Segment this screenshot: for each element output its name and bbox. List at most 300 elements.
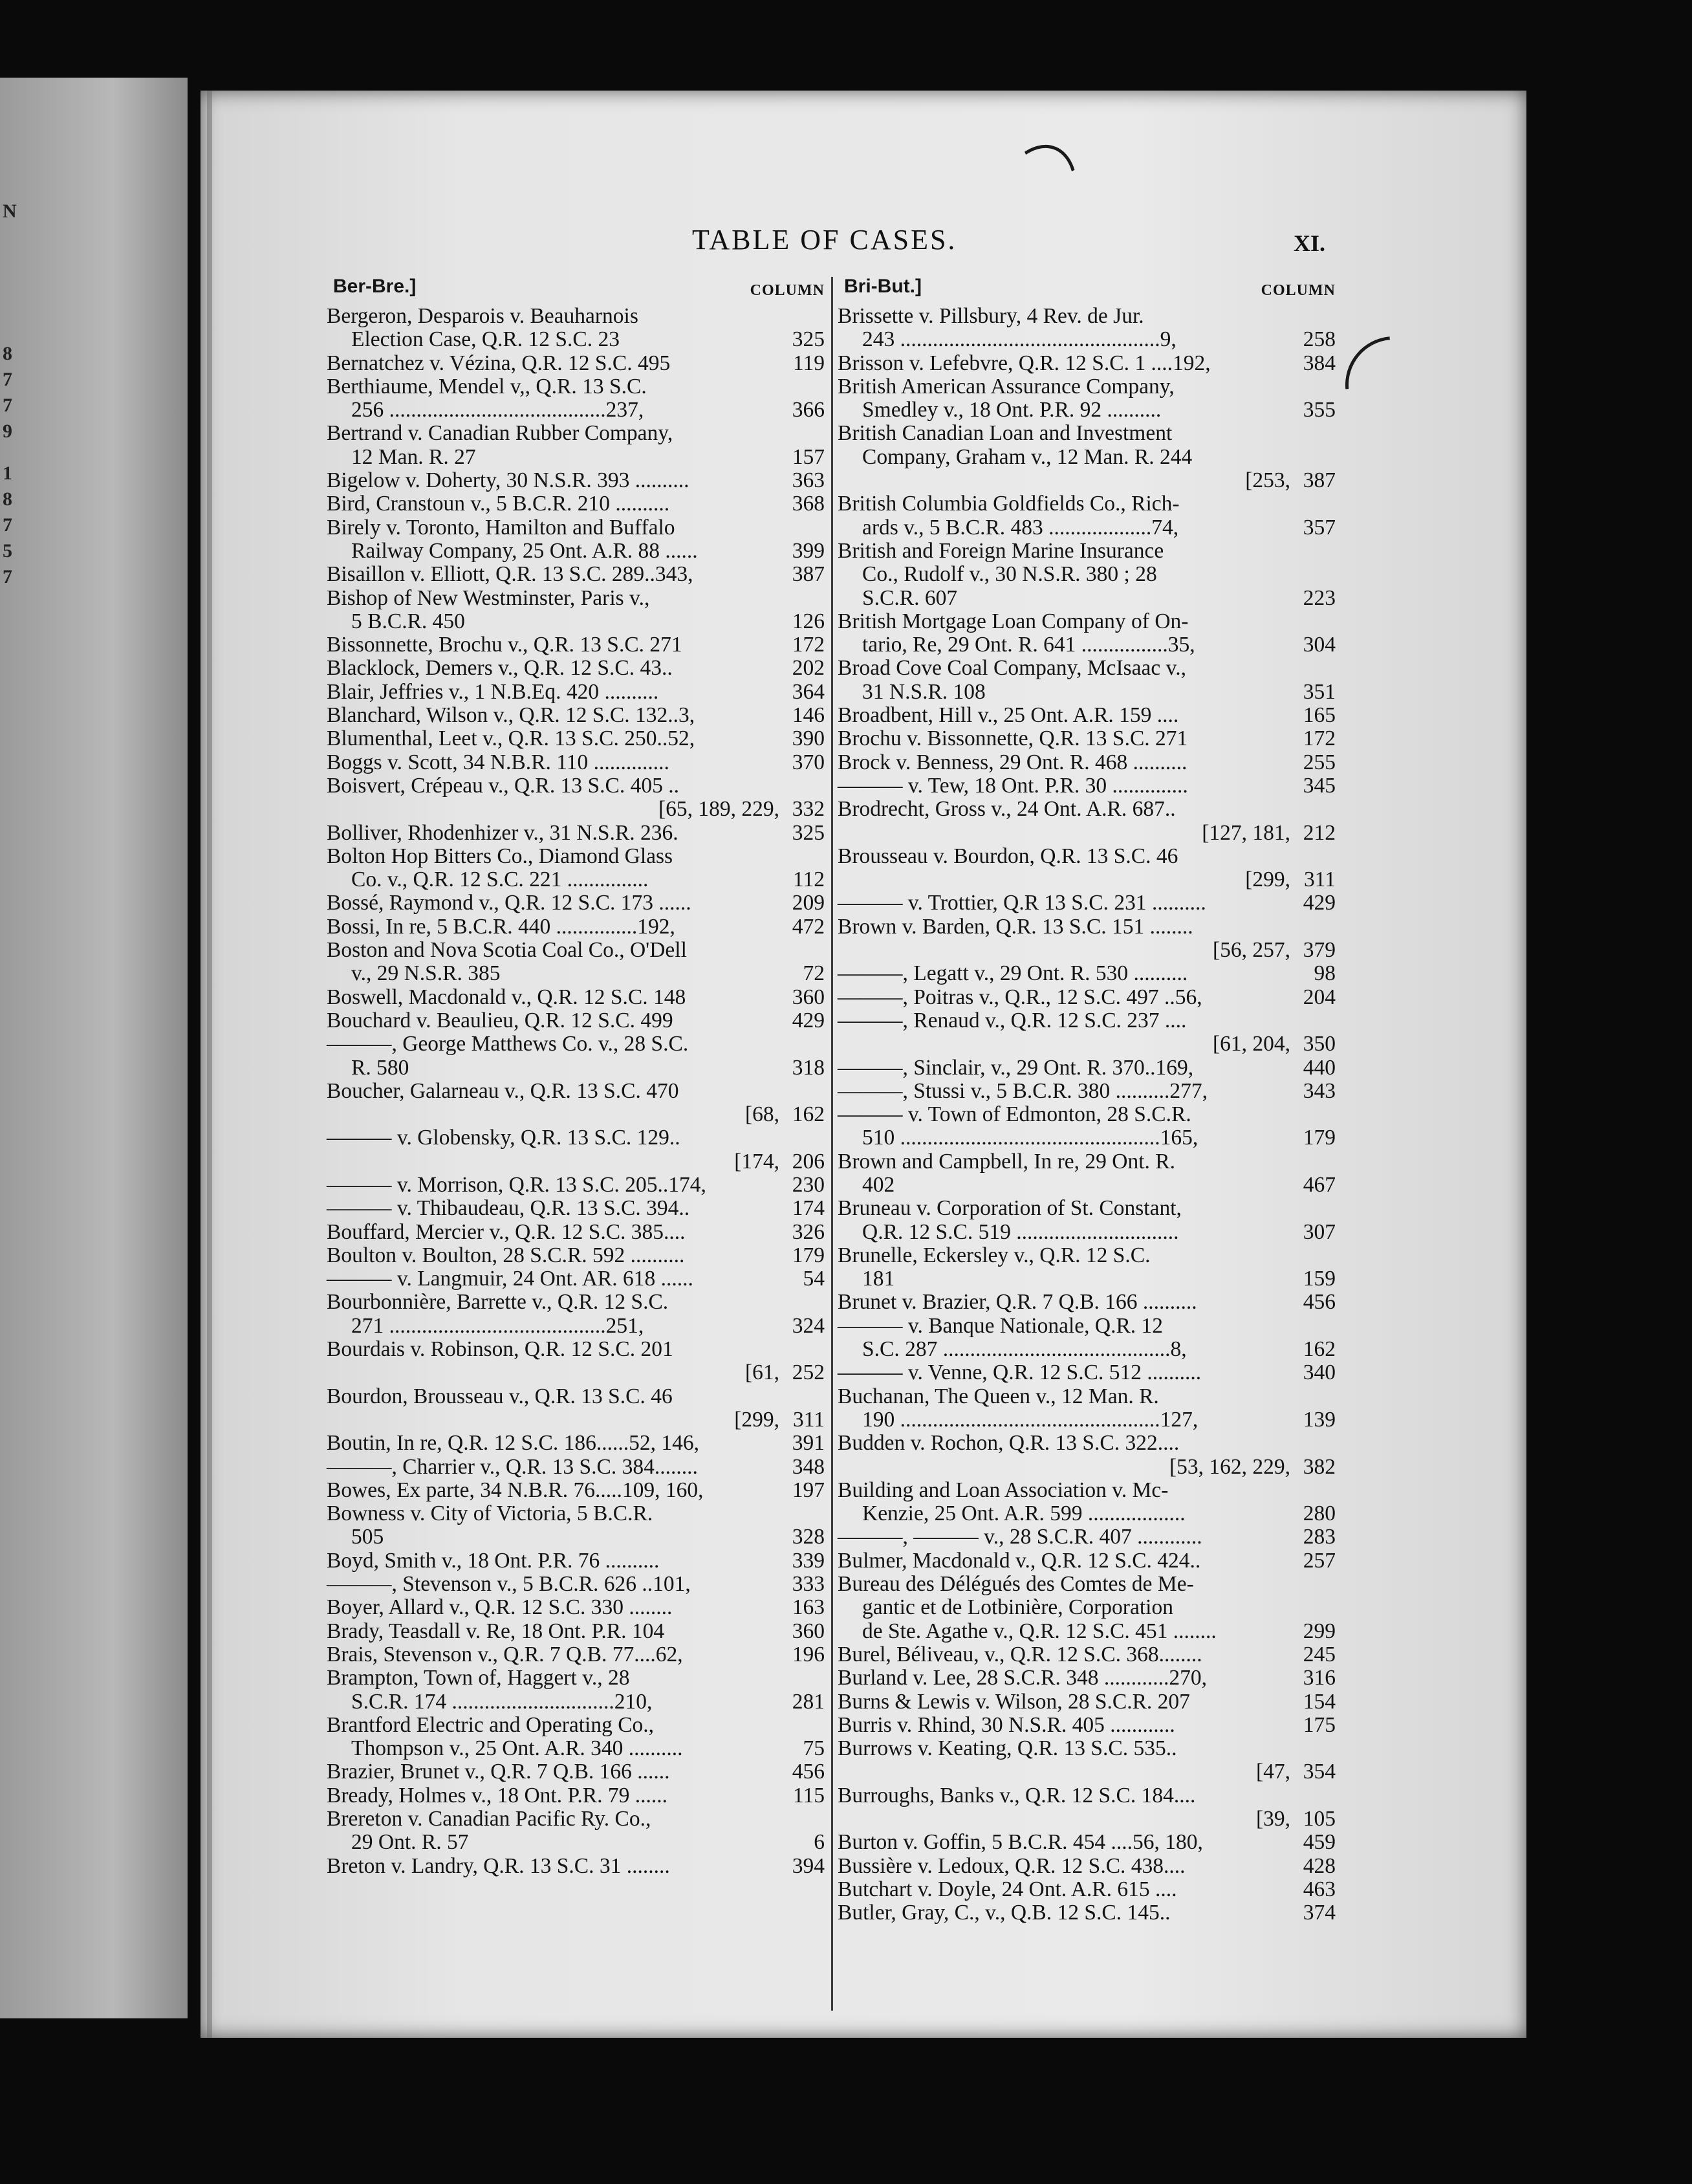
index-entry-line — [327, 986, 825, 1009]
column-number: 126 — [792, 609, 825, 633]
index-entry-line — [327, 1643, 825, 1666]
index-entry-line — [327, 798, 825, 821]
column-number: 428 — [1303, 1853, 1336, 1878]
index-entry-line — [838, 1479, 1336, 1502]
entry-text: [253, — [1245, 468, 1290, 493]
index-entry-line — [838, 422, 1336, 445]
column-number: 281 — [792, 1689, 825, 1714]
index-entry-line — [327, 774, 825, 798]
entry-text: ——— v. Trottier, Q.R 13 S.C. 231 .......... — [838, 891, 1206, 915]
column-number: 366 — [792, 398, 825, 422]
index-entry-line — [838, 492, 1336, 516]
index-entry-line — [838, 1150, 1336, 1174]
entry-text: Bigelow v. Doherty, 30 N.S.R. 393 .......... — [327, 468, 689, 493]
index-entry-line — [327, 1549, 825, 1573]
index-entry-line — [327, 1737, 825, 1760]
margin-fragment: 7 — [3, 395, 12, 416]
column-number: 162 — [1303, 1337, 1336, 1362]
entry-text: ———, Stussi v., 5 B.C.R. 380 ..........277, — [838, 1078, 1208, 1103]
entry-text: ———, Stevenson v., 5 B.C.R. 626 ..101, — [327, 1572, 691, 1597]
entry-text: Bready, Holmes v., 18 Ont. P.R. 79 ...... — [327, 1783, 667, 1807]
index-entry-line — [327, 1714, 825, 1737]
column-number: 72 — [803, 961, 825, 986]
column-number: 340 — [1303, 1360, 1336, 1385]
index-entry-line — [838, 1855, 1336, 1878]
index-entry-line — [838, 681, 1336, 704]
entry-text: Smedley v., 18 Ont. P.R. 92 .......... — [862, 398, 1162, 422]
right-range-label: Bri-But.] — [844, 276, 922, 297]
entry-text: Blanchard, Wilson v., Q.R. 12 S.C. 132..3, — [327, 703, 695, 728]
index-entry-line — [838, 1432, 1336, 1455]
column-number: 299 — [1303, 1619, 1336, 1643]
column-number: 311 — [1303, 868, 1336, 892]
gutter-shadow — [207, 91, 212, 2038]
column-number: 459 — [1303, 1830, 1336, 1855]
margin-fragment: 7 — [3, 369, 12, 390]
margin-fragment: 7 — [3, 514, 12, 536]
entry-text: Election Case, Q.R. 12 S.C. 23 — [351, 327, 620, 352]
entry-text: gantic et de Lotbinière, Corporation — [862, 1595, 1173, 1620]
index-entry-line — [327, 751, 825, 774]
entry-text: British Columbia Goldfields Co., Rich- — [838, 492, 1180, 516]
entry-text: ——— v. Morrison, Q.R. 13 S.C. 205..174, — [327, 1172, 706, 1197]
entry-text: [61, 204, — [1212, 1032, 1290, 1056]
index-entry-line — [838, 1267, 1336, 1291]
index-entry-line — [327, 704, 825, 727]
entry-text: Buchanan, The Queen v., 12 Man. R. — [838, 1384, 1159, 1408]
index-entry-line — [838, 1315, 1336, 1338]
column-number: 354 — [1303, 1760, 1336, 1784]
entry-text: Bertrand v. Canadian Rubber Company, — [327, 421, 673, 446]
margin-fragment: N — [3, 201, 17, 222]
column-number: 196 — [792, 1642, 825, 1666]
entry-text: Co. v., Q.R. 12 S.C. 221 ............... — [351, 868, 649, 892]
entry-text: 243 ................................................9, — [862, 327, 1177, 352]
index-entry-line — [838, 1197, 1336, 1220]
column-number: 379 — [1303, 938, 1336, 963]
index-entry-line — [838, 1549, 1336, 1573]
index-entry-line — [327, 516, 825, 540]
index-entry-line — [327, 328, 825, 351]
entry-text: Bowes, Ex parte, 34 N.B.R. 76.....109, 160, — [327, 1478, 704, 1502]
entry-text: ———, Sinclair, v., 29 Ont. R. 370..169, — [838, 1055, 1194, 1080]
index-entry-line — [327, 633, 825, 657]
index-entry-line — [838, 1690, 1336, 1714]
entry-text: Brais, Stevenson v., Q.R. 7 Q.B. 77....62, — [327, 1642, 683, 1666]
index-entry-line — [327, 868, 825, 891]
index-entry-line — [327, 891, 825, 915]
left-column-header — [327, 275, 825, 305]
entry-text: Brampton, Town of, Haggert v., 28 — [327, 1666, 630, 1690]
column-divider — [831, 277, 833, 2011]
entry-text: Bossé, Raymond v., Q.R. 12 S.C. 173 ...... — [327, 891, 691, 915]
entry-text: Budden v. Rochon, Q.R. 13 S.C. 322.... — [838, 1431, 1180, 1456]
entry-text: ——— v. Globensky, Q.R. 13 S.C. 129.. — [327, 1126, 680, 1150]
index-entry-line — [327, 1244, 825, 1267]
entry-text: Railway Company, 25 Ont. A.R. 88 ...... — [351, 538, 698, 563]
column-number: 179 — [792, 1243, 825, 1267]
entry-text: Burroughs, Banks v., Q.R. 12 S.C. 184.... — [838, 1783, 1196, 1807]
margin-fragment: 1 — [3, 463, 12, 484]
column-number: 98 — [1314, 961, 1336, 986]
column-number: 280 — [1303, 1502, 1336, 1526]
entry-text: Boucher, Galarneau v., Q.R. 13 S.C. 470 — [327, 1078, 679, 1103]
left-column-label: COLUMN — [750, 282, 825, 299]
index-entry-line — [838, 1174, 1336, 1197]
index-entry-line — [327, 1525, 825, 1549]
entry-text: Bourbonnière, Barrette v., Q.R. 12 S.C. — [327, 1290, 669, 1315]
entry-text: ——— v. Town of Edmonton, 28 S.C.R. — [838, 1102, 1191, 1127]
column-number: 324 — [792, 1313, 825, 1338]
entry-text: 190 ................................................127, — [862, 1407, 1198, 1432]
entry-text: [39, — [1255, 1807, 1290, 1831]
index-entry-line — [327, 939, 825, 962]
index-entry-line — [838, 610, 1336, 633]
entry-text: ——— v. Venne, Q.R. 12 S.C. 512 .......... — [838, 1360, 1202, 1385]
index-entry-line — [327, 446, 825, 469]
entry-text: 5 B.C.R. 450 — [351, 609, 465, 633]
index-entry-line — [327, 1760, 825, 1784]
index-entry-line — [838, 1456, 1336, 1479]
entry-text: ——— v. Thibaudeau, Q.R. 13 S.C. 394.. — [327, 1196, 690, 1221]
column-number: 119 — [792, 351, 825, 375]
column-number: 370 — [792, 750, 825, 774]
entry-text: 510 ................................................165, — [862, 1126, 1198, 1150]
column-number: 316 — [1303, 1666, 1336, 1690]
column-number: 162 — [792, 1102, 825, 1127]
column-number: 304 — [1303, 633, 1336, 657]
index-entry-line — [327, 1807, 825, 1831]
index-entry-line — [327, 962, 825, 985]
column-number: 332 — [792, 797, 825, 822]
column-number: 258 — [1303, 327, 1336, 352]
column-number: 206 — [792, 1149, 825, 1174]
index-entry-line — [838, 1291, 1336, 1314]
index-entry-line — [327, 681, 825, 704]
index-entry-line — [838, 1103, 1336, 1126]
column-number: 368 — [792, 492, 825, 516]
entry-text: Co., Rudolf v., 30 N.S.R. 380 ; 28 — [862, 562, 1157, 587]
column-number: 230 — [792, 1172, 825, 1197]
index-entry-line — [838, 798, 1336, 821]
index-entry-line — [327, 469, 825, 492]
entry-text: Brisson v. Lefebvre, Q.R. 12 S.C. 1 ....192, — [838, 351, 1211, 375]
entry-text: Bissonnette, Brochu v., Q.R. 13 S.C. 271 — [327, 633, 682, 657]
index-entry-line — [327, 422, 825, 445]
entry-text: Birely v. Toronto, Hamilton and Buffalo — [327, 515, 675, 540]
index-entry-line — [838, 633, 1336, 657]
index-entry-line — [838, 939, 1336, 962]
entry-text: Bossi, In re, 5 B.C.R. 440 ...............192, — [327, 914, 675, 939]
index-entry-line — [838, 375, 1336, 399]
entry-text: Q.R. 12 S.C. 519 .............................. — [862, 1219, 1179, 1244]
page-title: TABLE OF CASES. — [692, 224, 957, 256]
entry-text: Burel, Béliveau, v., Q.R. 12 S.C. 368........ — [838, 1642, 1202, 1666]
entry-text: Broad Cove Coal Company, McIsaac v., — [838, 656, 1186, 681]
column-number: 159 — [1303, 1267, 1336, 1291]
entry-text: 31 N.S.R. 108 — [862, 679, 986, 704]
column-number: 172 — [1303, 726, 1336, 751]
index-entry-line — [327, 822, 825, 845]
entry-text: S.C.R. 607 — [862, 585, 958, 610]
index-entry-line — [838, 704, 1336, 727]
column-number: 463 — [1303, 1877, 1336, 1901]
index-entry-line — [327, 563, 825, 586]
index-entry-line — [838, 727, 1336, 750]
entry-text: Bolton Hop Bitters Co., Diamond Glass — [327, 844, 673, 868]
right-column — [838, 275, 1336, 1925]
index-entry-line — [327, 1855, 825, 1878]
entry-text: Brady, Teasdall v. Re, 18 Ont. P.R. 104 — [327, 1619, 665, 1643]
column-number: 456 — [792, 1760, 825, 1784]
index-entry-line — [838, 446, 1336, 469]
column-number: 345 — [1303, 773, 1336, 798]
entry-text: Butchart v. Doyle, 24 Ont. A.R. 615 .... — [838, 1877, 1177, 1901]
index-entry-line — [327, 1620, 825, 1643]
entry-text: Brown v. Barden, Q.R. 13 S.C. 151 ........ — [838, 914, 1193, 939]
entry-text: Bishop of New Westminster, Paris v., — [327, 585, 650, 610]
entry-text: Bourdon, Brousseau v., Q.R. 13 S.C. 46 — [327, 1384, 673, 1408]
entry-text: Boswell, Macdonald v., Q.R. 12 S.C. 148 — [327, 985, 686, 1009]
entry-text: [53, 162, 229, — [1169, 1454, 1290, 1479]
index-entry-line — [838, 868, 1336, 891]
right-entries — [838, 305, 1336, 1925]
entry-text: [174, — [734, 1149, 779, 1174]
column-number: 212 — [1303, 820, 1336, 845]
entry-text: Boyer, Allard v., Q.R. 12 S.C. 330 ........ — [327, 1595, 673, 1620]
column-number: 429 — [1303, 891, 1336, 915]
index-entry-line — [838, 1901, 1336, 1925]
column-number: 348 — [792, 1454, 825, 1479]
column-number: 387 — [1303, 468, 1336, 493]
index-entry-line — [838, 540, 1336, 563]
entry-text: ———, Renaud v., Q.R. 12 S.C. 237 .... — [838, 1008, 1187, 1032]
column-number: 252 — [792, 1360, 825, 1385]
index-entry-line — [838, 399, 1336, 422]
entry-text: 256 ........................................237, — [351, 398, 644, 422]
column-number: 307 — [1303, 1219, 1336, 1244]
index-entry-line — [327, 1479, 825, 1502]
column-number: 328 — [792, 1525, 825, 1549]
entry-text: Brodrecht, Gross v., 24 Ont. A.R. 687.. — [838, 797, 1176, 822]
column-number: 197 — [792, 1478, 825, 1502]
entry-text: British and Foreign Marine Insurance — [838, 538, 1164, 563]
index-entry-line — [838, 305, 1336, 328]
column-number: 115 — [792, 1783, 825, 1807]
column-number: 75 — [803, 1736, 825, 1761]
entry-text: 505 — [351, 1525, 384, 1549]
index-entry-line — [838, 1338, 1336, 1361]
index-entry-line — [838, 891, 1336, 915]
index-entry-line — [838, 1878, 1336, 1901]
index-entry-line — [327, 352, 825, 375]
entry-text: Boyd, Smith v., 18 Ont. P.R. 76 .......... — [327, 1548, 660, 1573]
column-number: 360 — [792, 985, 825, 1009]
left-range-label: Ber-Bre.] — [333, 276, 417, 297]
entry-text: ———, Poitras v., Q.R., 12 S.C. 497 ..56, — [838, 985, 1202, 1009]
column-number: 139 — [1303, 1407, 1336, 1432]
margin-fragment: 8 — [3, 343, 12, 364]
index-entry-line — [838, 1385, 1336, 1408]
entry-text: Bergeron, Desparois v. Beauharnois — [327, 304, 638, 328]
column-number: 374 — [1303, 1901, 1336, 1925]
column-number: 54 — [803, 1267, 825, 1291]
index-entry-line — [327, 1315, 825, 1338]
index-entry-line — [327, 1432, 825, 1455]
entry-text: ———, ——— v., 28 S.C.R. 407 ............ — [838, 1525, 1202, 1549]
index-entry-line — [327, 1408, 825, 1432]
index-entry-line — [327, 845, 825, 868]
entry-text: Broadbent, Hill v., 25 Ont. A.R. 159 .... — [838, 703, 1179, 728]
index-entry-line — [838, 1361, 1336, 1384]
index-entry-line — [838, 1408, 1336, 1432]
entry-text: Thompson v., 25 Ont. A.R. 340 .......... — [351, 1736, 683, 1761]
entry-text: ———, George Matthews Co. v., 28 S.C. — [327, 1032, 689, 1056]
entry-text: Brazier, Brunet v., Q.R. 7 Q.B. 166 ...... — [327, 1760, 670, 1784]
index-entry-line — [838, 774, 1336, 798]
entry-text: Brochu v. Bissonnette, Q.R. 13 S.C. 271 — [838, 726, 1188, 751]
entry-text: Berthiaume, Mendel v,, Q.R. 13 S.C. — [327, 374, 647, 399]
index-entry-line — [327, 1221, 825, 1244]
index-entry-line — [327, 1032, 825, 1056]
column-number: 394 — [792, 1853, 825, 1878]
entry-text: Bourdais v. Robinson, Q.R. 12 S.C. 201 — [327, 1337, 673, 1362]
left-entries — [327, 305, 825, 1878]
entry-text: Blair, Jeffries v., 1 N.B.Eq. 420 .......... — [327, 679, 659, 704]
index-entry-line — [838, 962, 1336, 985]
index-entry-line — [838, 1737, 1336, 1760]
entry-text: Breton v. Landry, Q.R. 13 S.C. 31 ........ — [327, 1853, 670, 1878]
column-number: 355 — [1303, 398, 1336, 422]
index-entry-line — [838, 1784, 1336, 1807]
index-entry-line — [838, 1620, 1336, 1643]
entry-text: tario, Re, 29 Ont. R. 641 ................35, — [862, 633, 1195, 657]
column-number: 429 — [792, 1008, 825, 1032]
entry-text: 12 Man. R. 27 — [351, 444, 476, 469]
column-number: 174 — [792, 1196, 825, 1221]
column-number: 391 — [792, 1431, 825, 1456]
index-entry-line — [838, 563, 1336, 586]
index-entry-line — [838, 1009, 1336, 1032]
index-entry-line — [327, 915, 825, 939]
column-number: 472 — [792, 914, 825, 939]
entry-text: ——— v. Banque Nationale, Q.R. 12 — [838, 1313, 1164, 1338]
index-entry-line — [327, 1385, 825, 1408]
entry-text: Boutin, In re, Q.R. 12 S.C. 186......52, 146, — [327, 1431, 700, 1456]
column-number: 456 — [1303, 1290, 1336, 1315]
page-number: XI. — [1294, 230, 1326, 256]
index-entry-line — [838, 1056, 1336, 1080]
entry-text: Building and Loan Association v. Mc- — [838, 1478, 1169, 1502]
index-entry-line — [327, 1573, 825, 1596]
index-entry-line — [838, 1573, 1336, 1596]
index-entry-line — [838, 1807, 1336, 1831]
index-entry-line — [327, 1291, 825, 1314]
margin-fragment: 5 — [3, 540, 12, 562]
column-number: 172 — [792, 633, 825, 657]
entry-text: Burrows v. Keating, Q.R. 13 S.C. 535.. — [838, 1736, 1177, 1761]
index-entry-line — [327, 1009, 825, 1032]
column-number: 382 — [1303, 1454, 1336, 1479]
index-entry-line — [327, 1056, 825, 1080]
entry-text: ——— v. Tew, 18 Ont. P.R. 30 .............. — [838, 773, 1188, 798]
column-number: 202 — [792, 656, 825, 681]
entry-text: Bolliver, Rhodenhizer v., 31 N.S.R. 236. — [327, 820, 678, 845]
entry-text: Bruneau v. Corporation of St. Constant, — [838, 1196, 1182, 1221]
column-number: 245 — [1303, 1642, 1336, 1666]
index-entry-line — [327, 657, 825, 680]
index-entry-line — [327, 1080, 825, 1103]
entry-text: Brousseau v. Bourdon, Q.R. 13 S.C. 46 — [838, 844, 1178, 868]
entry-text: [299, — [734, 1407, 779, 1432]
index-entry-line — [838, 845, 1336, 868]
index-entry-line — [838, 1596, 1336, 1619]
entry-text: British American Assurance Company, — [838, 374, 1175, 399]
pen-mark — [969, 132, 1094, 289]
index-entry-line — [327, 610, 825, 633]
entry-text: S.C. 287 ..........................................8, — [862, 1337, 1187, 1362]
index-entry-line — [327, 1126, 825, 1150]
entry-text: 271 ........................................251, — [351, 1313, 644, 1338]
entry-text: [56, 257, — [1212, 938, 1290, 963]
index-entry-line — [838, 1126, 1336, 1150]
entry-text: Brantford Electric and Operating Co., — [327, 1712, 655, 1737]
column-number: 204 — [1303, 985, 1336, 1009]
index-entry-line — [327, 727, 825, 750]
index-entry-line — [838, 1244, 1336, 1267]
entry-text: [127, 181, — [1202, 820, 1290, 845]
entry-text: Bouchard v. Beaulieu, Q.R. 12 S.C. 499 — [327, 1008, 673, 1032]
index-entry-line — [838, 822, 1336, 845]
entry-text: Blumenthal, Leet v., Q.R. 13 S.C. 250..52, — [327, 726, 695, 751]
index-entry-line — [327, 375, 825, 399]
index-entry-line — [838, 1502, 1336, 1525]
index-entry-line — [327, 1690, 825, 1714]
left-column — [327, 275, 825, 1878]
column-number: 6 — [814, 1830, 825, 1855]
margin-fragment: 9 — [3, 420, 12, 442]
index-entry-line — [838, 1032, 1336, 1056]
index-entry-line — [327, 1103, 825, 1126]
index-entry-line — [327, 1502, 825, 1525]
margin-fragment: 8 — [3, 488, 12, 510]
index-entry-line — [838, 657, 1336, 680]
index-entry-line — [327, 587, 825, 610]
index-entry-line — [838, 1643, 1336, 1666]
column-number: 223 — [1303, 585, 1336, 610]
entry-text: Burland v. Lee, 28 S.C.R. 348 ............270, — [838, 1666, 1208, 1690]
column-number: 257 — [1303, 1548, 1336, 1573]
entry-text: Brereton v. Canadian Pacific Ry. Co., — [327, 1807, 651, 1831]
index-entry-line — [327, 1596, 825, 1619]
index-entry-line — [838, 1221, 1336, 1244]
index-entry-line — [327, 1267, 825, 1291]
right-column-label: COLUMN — [1261, 282, 1336, 299]
entry-text: Brock v. Benness, 29 Ont. R. 468 .......... — [838, 750, 1188, 774]
index-entry-line — [838, 1080, 1336, 1103]
entry-text: Boggs v. Scott, 34 N.B.R. 110 .............. — [327, 750, 669, 774]
index-entry-line — [327, 1174, 825, 1197]
entry-text: Blacklock, Demers v., Q.R. 12 S.C. 43.. — [327, 656, 673, 681]
index-entry-line — [838, 915, 1336, 939]
index-entry-line — [327, 1150, 825, 1174]
entry-text: ards v., 5 B.C.R. 483 ...................74, — [862, 515, 1179, 540]
column-number: 255 — [1303, 750, 1336, 774]
index-entry-line — [838, 587, 1336, 610]
column-number: 146 — [792, 703, 825, 728]
entry-text: de Ste. Agathe v., Q.R. 12 S.C. 451 ........ — [862, 1619, 1217, 1643]
entry-text: Boston and Nova Scotia Coal Co., O'Dell — [327, 938, 687, 963]
